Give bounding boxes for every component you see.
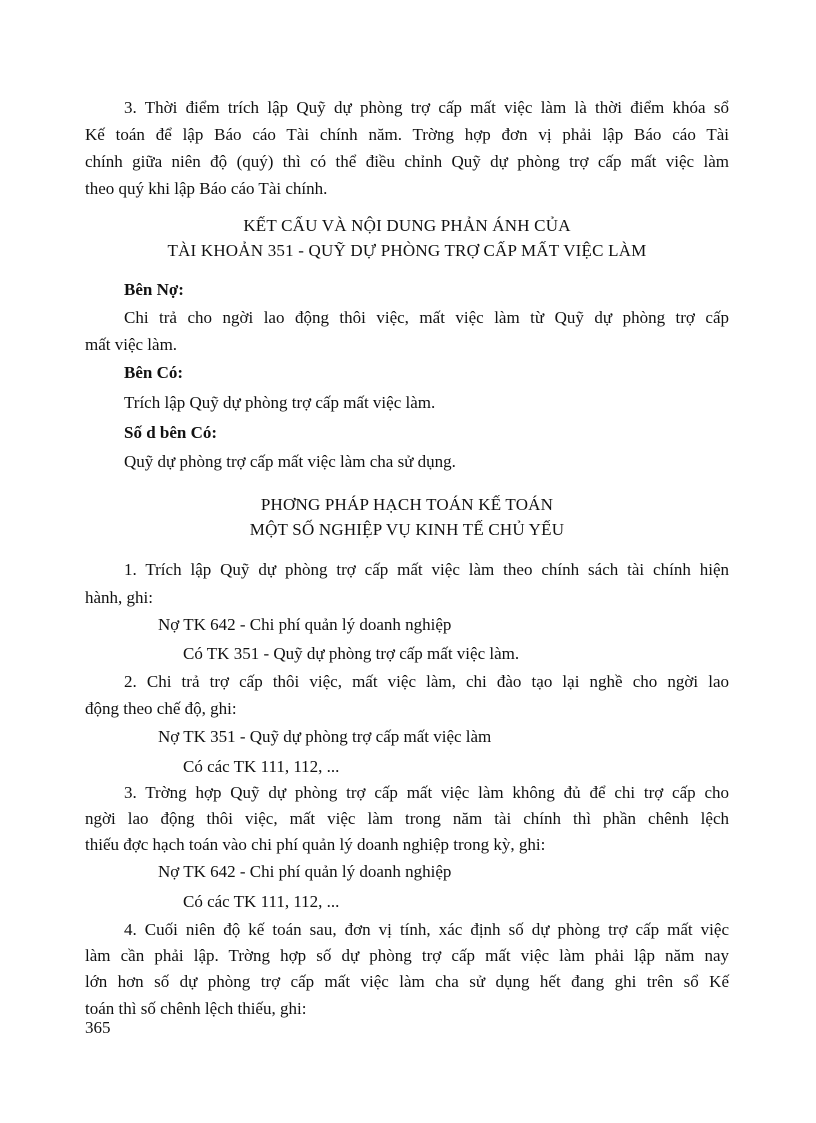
paragraph-line: 2. Chi trả trợ cấp thôi việc, mất việc làm, chi đào tạo lại nghề cho ngời lao: [124, 672, 729, 691]
ben-no-label: Bên Nợ:: [124, 280, 184, 299]
section-heading: MỘT SỐ NGHIỆP VỤ KINH TẾ CHỦ YẾU: [249, 520, 565, 539]
page-number: 365: [85, 1018, 111, 1037]
paragraph-line: theo quý khi lập Báo cáo Tài chính.: [85, 179, 328, 198]
journal-entry-credit: Có các TK 111, 112, ...: [183, 757, 340, 776]
so-du-label: Số d bên Có:: [124, 423, 218, 442]
paragraph-line: ngời lao động thôi việc, mất việc làm trong năm tài chính thì phần chênh lệch: [85, 809, 729, 828]
paragraph-line: lớn hơn số dự phòng trợ cấp mất việc làm cha sử dụng hết đang ghi trên sổ Kế: [85, 972, 729, 991]
paragraph-line: Chi trả cho ngời lao động thôi việc, mất việc làm từ Quỹ dự phòng trợ cấp: [124, 308, 729, 327]
paragraph-line: Quỹ dự phòng trợ cấp mất việc làm cha sử dụng.: [124, 452, 456, 471]
paragraph-line: Trích lập Quỹ dự phòng trợ cấp mất việc làm.: [124, 393, 436, 412]
section-heading: PHƠNG PHÁP HẠCH TOÁN KẾ TOÁN: [260, 495, 554, 514]
paragraph-line: 3. Thời điểm trích lập Quỹ dự phòng trợ cấp mất việc làm là thời điểm khóa sổ: [124, 98, 729, 117]
journal-entry-debit: Nợ TK 642 - Chi phí quản lý doanh nghiệp: [158, 615, 452, 634]
section-heading: KẾT CẤU VÀ NỘI DUNG PHẢN ÁNH CỦA: [243, 216, 571, 235]
paragraph-line: mất việc làm.: [85, 335, 178, 354]
journal-entry-debit: Nợ TK 642 - Chi phí quản lý doanh nghiệp: [158, 862, 452, 881]
paragraph-line: Kế toán để lập Báo cáo Tài chính năm. Trờng hợp đơn vị phải lập Báo cáo Tài: [85, 125, 729, 144]
section-heading: TÀI KHOẢN 351 - QUỸ DỰ PHÒNG TRỢ CẤP MẤT VIỆC LÀM: [167, 241, 647, 260]
paragraph-line: 4. Cuối niên độ kế toán sau, đơn vị tính, xác định số dự phòng trợ cấp mất việc: [124, 920, 729, 939]
journal-entry-credit: Có các TK 111, 112, ...: [183, 892, 340, 911]
paragraph-line: thiếu đợc hạch toán vào chi phí quản lý doanh nghiệp trong kỳ, ghi:: [85, 835, 546, 854]
paragraph-line: làm cần phải lập. Trờng hợp số dự phòng trợ cấp mất việc làm phải lập năm nay: [85, 946, 729, 965]
paragraph-line: 3. Trờng hợp Quỹ dự phòng trợ cấp mất việc làm không đủ để chi trợ cấp cho: [124, 783, 729, 802]
paragraph-line: hành, ghi:: [85, 588, 153, 607]
journal-entry-credit: Có TK 351 - Quỹ dự phòng trợ cấp mất việc làm.: [183, 644, 520, 663]
ben-co-label: Bên Có:: [124, 363, 184, 382]
paragraph-line: động theo chế độ, ghi:: [85, 699, 237, 718]
paragraph-line: toán thì số chênh lệch thiếu, ghi:: [85, 999, 307, 1018]
paragraph-line: 1. Trích lập Quỹ dự phòng trợ cấp mất việc làm theo chính sách tài chính hiện: [124, 560, 729, 579]
paragraph-line: chính giữa niên độ (quý) thì có thể điều chỉnh Quỹ dự phòng trợ cấp mất việc làm: [85, 152, 729, 171]
journal-entry-debit: Nợ TK 351 - Quỹ dự phòng trợ cấp mất việc làm: [158, 727, 492, 746]
